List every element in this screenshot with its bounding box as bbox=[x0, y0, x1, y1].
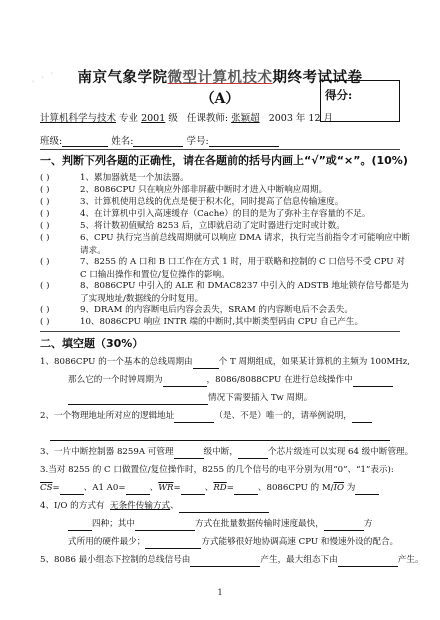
io-signal: $\overline{IO}$ bbox=[333, 483, 345, 493]
fill-q4-text: 四种；其中 bbox=[92, 519, 135, 529]
fill-q4-text: 方 bbox=[363, 519, 373, 529]
fill-q4-text: 4、I/O 的方式有 bbox=[40, 501, 105, 511]
fill-q1-text: 那么它的一个时钟周期为 bbox=[68, 375, 163, 385]
divider bbox=[40, 331, 400, 332]
fill-q3x-line1 bbox=[40, 464, 410, 477]
fill-blank[interactable] bbox=[60, 485, 84, 495]
judgement-text: 8、8086CPU 中引入的 ALE 和 DMAC8237 中引入的 ADSTB 地址锁存信号都是为了实现地址/数据线的分时复用。 bbox=[80, 281, 409, 304]
judgement-text: 5、将计数初值赋给 8253 后，立即就启动了定时器进行定时或计数。 bbox=[80, 221, 345, 231]
wr-signal: $\overline{WR}$ bbox=[158, 483, 174, 493]
fill-blank[interactable] bbox=[135, 521, 195, 531]
judgement-text: 1、累加器就是一个加法器。 bbox=[80, 173, 189, 183]
fill-q1-line1 bbox=[40, 356, 410, 369]
fill-blank[interactable] bbox=[352, 413, 372, 423]
fill-q1-line2 bbox=[68, 374, 438, 387]
section1-heading: 一、判断下列各题的正确性，请在各题前的括号内画上“√”或“×”。(10%) bbox=[40, 154, 408, 167]
fill-blank[interactable] bbox=[179, 503, 269, 513]
fill-blank[interactable] bbox=[353, 377, 393, 387]
answer-paren[interactable]: ( ) bbox=[40, 197, 50, 207]
exam-date: 2003 年 12 月 bbox=[268, 113, 334, 124]
class-label: 班级: bbox=[40, 136, 63, 147]
fill-q3x-line2: $\overline{CS}=$ 、A1 A0= 、$\overline{WR}=$ 、$\overline{RD}=$ 、8086CPU 的 $M/\overline{IO}$ 为 bbox=[40, 482, 410, 495]
fill-blank[interactable] bbox=[50, 431, 390, 441]
fill-q5-line bbox=[40, 554, 424, 567]
watermark: · · · bbox=[27, 65, 58, 91]
fill-q5-text: 5、8086 最小组态下控制的总线信号由 bbox=[40, 555, 191, 565]
student-info-line bbox=[40, 133, 279, 147]
grade-suffix: 级 bbox=[168, 113, 178, 124]
fill-q4-text: 方式能够很好地协调高速 CPU 和慢速外设的配合。 bbox=[201, 537, 399, 547]
answer-paren[interactable]: ( ) bbox=[40, 257, 50, 267]
fill-blank[interactable] bbox=[355, 485, 379, 495]
judgement-item bbox=[40, 256, 410, 281]
judgement-text: 6、CPU 执行完当前总线周期就可以响应 DMA 请求，执行完当前指令才可能响应中断请求。 bbox=[80, 233, 411, 256]
fill-blank[interactable] bbox=[190, 557, 260, 567]
score-label: 得分: bbox=[325, 88, 353, 102]
judgement-item bbox=[40, 196, 410, 209]
major-suffix: 专业 bbox=[119, 113, 139, 124]
fill-q2-line2 bbox=[50, 428, 420, 441]
fill-blank[interactable] bbox=[68, 395, 208, 405]
answer-paren[interactable]: ( ) bbox=[40, 233, 50, 243]
answer-paren[interactable]: ( ) bbox=[40, 209, 50, 219]
fill-q3-line bbox=[40, 446, 414, 459]
page-number: 1 bbox=[217, 588, 223, 597]
answer-paren[interactable]: ( ) bbox=[40, 305, 50, 315]
rd-signal: $\overline{RD}$ bbox=[213, 483, 227, 493]
fill-q3-text: 个芯片级连可以实现 64 级中断管理。 bbox=[267, 447, 414, 457]
fill-blank[interactable] bbox=[163, 377, 207, 387]
fill-q1-text: ，8086/8088CPU 在进行总线操作中 bbox=[206, 375, 353, 385]
m-io-signal: 8086CPU 的 M/ bbox=[266, 483, 334, 493]
title-prefix: 南京气象学院 bbox=[77, 69, 168, 86]
section2-heading: 二、填空题（30%） bbox=[40, 337, 144, 350]
judgement-item bbox=[40, 232, 410, 257]
fill-q1-text: 情况下需要插入 Tw 周期。 bbox=[208, 393, 313, 403]
judgement-item bbox=[40, 208, 410, 221]
judgement-item bbox=[40, 220, 410, 233]
fill-blank[interactable] bbox=[174, 449, 204, 459]
teacher-label: 任课教师: bbox=[186, 113, 229, 124]
fill-q4-answer: 无条件传输方式 bbox=[109, 501, 171, 511]
fill-q5-text: 产生，最大组态下由 bbox=[260, 555, 338, 565]
a1a0-signal: A1 A0 bbox=[92, 483, 119, 493]
judgement-text: 2、8086CPU 只在响应外部非屏蔽中断时才进入中断响应周期。 bbox=[80, 185, 328, 195]
class-blank[interactable] bbox=[62, 136, 108, 147]
fill-q2-text: （是、不是）唯一的，请举例说明， bbox=[214, 411, 352, 421]
judgement-item bbox=[40, 280, 410, 305]
answer-paren[interactable]: ( ) bbox=[40, 173, 50, 183]
answer-paren[interactable]: ( ) bbox=[40, 281, 50, 291]
judgement-text: 7、8255 的 A 口和 B 口工作在方式 1 时，用于联略和控制的 C 口信号不受 CPU 对 C 口输出操作和置位/复位操作的影响。 bbox=[80, 257, 405, 280]
answer-paren[interactable]: ( ) bbox=[40, 185, 50, 195]
judgement-text: 10、8086CPU 响应 INTR 端的中断时,其中断类型码由 CPU 自己产生。 bbox=[80, 317, 364, 327]
fill-q4-line1: 4、I/O 的方式有 无条件传输方式、 bbox=[40, 500, 410, 513]
judgement-item bbox=[40, 304, 410, 317]
judgement-text: 3、计算机使用总线的优点是便于积木化，同时提高了信息传输速度。 bbox=[80, 197, 344, 207]
course-info-line bbox=[40, 110, 333, 124]
fill-blank[interactable] bbox=[193, 359, 219, 369]
fill-blank[interactable] bbox=[238, 449, 268, 459]
fill-q4-text: 方式在批量数据传输时速度最快， bbox=[194, 519, 324, 529]
fill-q3-text: 3、一片中断控制器 8259A 可管理 bbox=[40, 447, 174, 457]
id-label: 学号: bbox=[186, 136, 209, 147]
name-label: 姓名: bbox=[111, 136, 134, 147]
fill-blank[interactable] bbox=[234, 485, 258, 495]
judgement-item bbox=[40, 184, 410, 197]
title-highlight: 微型计算机技术 bbox=[167, 69, 273, 86]
answer-paren[interactable]: ( ) bbox=[40, 221, 50, 231]
fill-q2-line1 bbox=[40, 410, 410, 423]
fill-q1-text: 1、8086CPU 的一个基本的总线周期由 bbox=[40, 357, 193, 367]
fill-q3-text: 级中断， bbox=[203, 447, 238, 457]
paper-variant: （A） bbox=[200, 91, 240, 107]
fill-blank[interactable] bbox=[126, 485, 150, 495]
fill-blank[interactable] bbox=[324, 521, 364, 531]
judgement-item bbox=[40, 172, 410, 185]
id-blank[interactable] bbox=[209, 136, 279, 147]
fill-q3x-text: 3.当对 8255 的 C 口做置位/复位操作时，8255 的几个信号的电平分别为(用“0”、“1”表示): bbox=[40, 465, 394, 475]
fill-q2-text: 2、一个物理地址所对应的逻辑地址 bbox=[40, 411, 175, 421]
fill-blank[interactable] bbox=[145, 539, 201, 549]
fill-blank[interactable] bbox=[338, 557, 398, 567]
major-name: 计算机科学与技术 bbox=[40, 113, 117, 124]
fill-blank[interactable] bbox=[181, 485, 205, 495]
judgement-item bbox=[40, 316, 410, 329]
fill-q1-text: 个 T 周期组成，如果某计算机的主频为 100MHz, bbox=[218, 357, 411, 367]
name-blank[interactable] bbox=[133, 136, 183, 147]
teacher-name: 张颖超 bbox=[231, 113, 260, 124]
grade-year: 2001 bbox=[141, 113, 166, 124]
divider bbox=[40, 149, 400, 150]
fill-blank[interactable] bbox=[174, 413, 214, 423]
fill-q3x-text: 为 bbox=[346, 483, 356, 493]
title-suffix: 期终考试试卷 bbox=[272, 69, 363, 86]
fill-q4-text: 式所用的硬件最少； bbox=[68, 537, 146, 547]
fill-blank[interactable] bbox=[68, 521, 92, 531]
fill-q4-line2 bbox=[68, 518, 438, 531]
judgement-text: 4、在计算机中引入高速缓存（Cache）的目的是为了弥补主存容量的不足。 bbox=[80, 209, 371, 219]
judgement-text: 9、DRAM 的内容断电后内容会丢失，SRAM 的内容断电后不会丢失。 bbox=[80, 305, 353, 315]
fill-q4-line3 bbox=[68, 536, 438, 549]
fill-q1-line3 bbox=[68, 392, 438, 405]
fill-q5-text: 产生。 bbox=[397, 555, 424, 565]
answer-paren[interactable]: ( ) bbox=[40, 317, 50, 327]
cs-signal: $\overline{CS}$ bbox=[40, 483, 53, 493]
